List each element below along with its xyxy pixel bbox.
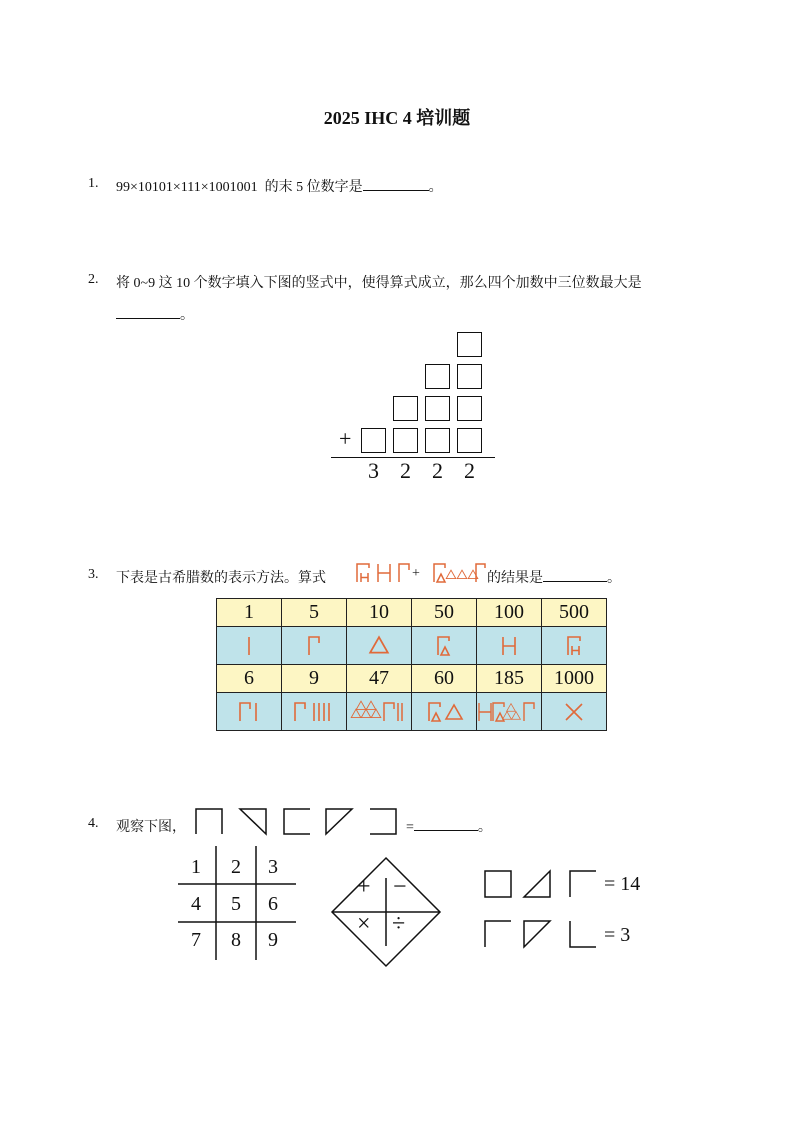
- q4-equals: =: [406, 820, 414, 835]
- greek-symbol-cell: [217, 693, 282, 731]
- greek-9-icon: [286, 698, 342, 726]
- q1-number: 1.: [88, 176, 99, 191]
- q2-answer-line: [116, 304, 194, 324]
- grid-cell: 4: [191, 893, 201, 915]
- table-cell: 50: [412, 599, 477, 627]
- q4-answer-line: [406, 816, 492, 836]
- digit-box[interactable]: [425, 364, 450, 389]
- greek-numeral-expression-icon: [354, 560, 486, 586]
- greek-symbol-cell: [217, 627, 282, 665]
- greek-symbol-cell: [542, 627, 607, 665]
- grid-cell: 1: [191, 856, 201, 878]
- digit-box[interactable]: [425, 428, 450, 453]
- sum-digit: 2: [432, 458, 443, 483]
- digit-box[interactable]: [457, 428, 482, 453]
- greek-symbol-cell: [477, 627, 542, 665]
- q3-question-a: 下表是古希腊数的表示方法。算式: [116, 571, 326, 586]
- q1-end: 。: [428, 180, 443, 195]
- q4-number: 4.: [88, 816, 99, 831]
- q1-question: 的末 5 位数字是: [264, 180, 363, 195]
- greek-symbol-cell: [542, 693, 607, 731]
- grid-cell: 5: [231, 893, 241, 915]
- grid-cell: 3: [268, 856, 278, 878]
- digit-box[interactable]: [425, 396, 450, 421]
- digit-box[interactable]: [393, 428, 418, 453]
- greek-numeral-table: [216, 598, 607, 731]
- sum-digit: 3: [368, 458, 379, 483]
- grid-cell: 2: [231, 856, 241, 878]
- plus-operator: +: [357, 874, 371, 900]
- table-cell: 9: [282, 665, 347, 693]
- greek-10-icon: [359, 632, 399, 660]
- sum-digit: 2: [464, 458, 475, 483]
- grid-cell: 6: [268, 893, 278, 915]
- equation-result-1: = 14: [604, 873, 641, 895]
- greek-100-icon: [489, 632, 529, 660]
- times-operator: ×: [357, 911, 371, 937]
- greek-500-icon: [554, 632, 594, 660]
- q2-number: 2.: [88, 272, 99, 287]
- table-cell: 5: [282, 599, 347, 627]
- sum-digit: 2: [400, 458, 411, 483]
- minus-operator: −: [393, 874, 407, 900]
- table-cell: 100: [477, 599, 542, 627]
- q3-answer-blank[interactable]: [543, 581, 607, 582]
- q4-answer-blank[interactable]: [414, 830, 478, 831]
- q3-number: 3.: [88, 567, 99, 582]
- greek-symbol-cell: [412, 693, 477, 731]
- table-cell: 500: [542, 599, 607, 627]
- greek-47-icon: [349, 698, 409, 726]
- greek-symbol-cell: [347, 627, 412, 665]
- q4-end: 。: [477, 820, 492, 835]
- q1-answer-blank[interactable]: [363, 190, 429, 191]
- table-cell: 60: [412, 665, 477, 693]
- digit-box[interactable]: [457, 364, 482, 389]
- greek-60-icon: [420, 698, 468, 726]
- greek-symbol-cell: [347, 693, 412, 731]
- q2-question: 将 0~9 这 10 个数字填入下图的竖式中，使得算式成立，那么四个加数中三位数最大是: [116, 276, 642, 291]
- greek-1-icon: [229, 632, 269, 660]
- table-cell: 47: [347, 665, 412, 693]
- table-cell: 10: [347, 599, 412, 627]
- digit-box[interactable]: [361, 428, 386, 453]
- greek-6-icon: [229, 698, 269, 726]
- equation-symbols-icon: [482, 868, 602, 950]
- q3-text-b: [487, 567, 621, 587]
- digit-box[interactable]: [393, 396, 418, 421]
- table-cell: 1000: [542, 665, 607, 693]
- table-cell: 185: [477, 665, 542, 693]
- greek-5-icon: [294, 632, 334, 660]
- q3-text: [116, 567, 326, 587]
- divide-operator: ÷: [392, 911, 406, 937]
- q2-answer-blank[interactable]: [116, 318, 180, 319]
- grid-cell: 8: [231, 929, 241, 951]
- digit-box[interactable]: [457, 332, 482, 357]
- grid-cell: 9: [268, 929, 278, 951]
- q1-expression: 99×10101×111×1001001: [116, 180, 258, 195]
- greek-185-icon: [477, 698, 541, 726]
- grid-cell: 7: [191, 929, 201, 951]
- q2-end: 。: [180, 308, 194, 323]
- greek-symbol-cell: [282, 627, 347, 665]
- table-cell: 6: [217, 665, 282, 693]
- operator-diamond: [330, 856, 442, 968]
- greek-50-icon: [424, 632, 464, 660]
- greek-symbol-cell: [282, 693, 347, 731]
- q3-question-b: 的结果是: [487, 571, 543, 586]
- table-cell: 1: [217, 599, 282, 627]
- digit-box[interactable]: [457, 396, 482, 421]
- equation-result-2: = 3: [604, 924, 631, 946]
- page-title: 2025 IHC 4 培训题: [323, 108, 471, 128]
- greek-1000-icon: [554, 698, 594, 726]
- q3-end: 。: [607, 571, 621, 586]
- greek-symbol-cell: [412, 627, 477, 665]
- q3-plus: +: [412, 566, 420, 581]
- plus-sign: +: [339, 426, 352, 451]
- q4-symbol-sequence-icon: [192, 806, 404, 836]
- q1-text: [116, 176, 443, 196]
- q4-question: 观察下图，: [116, 820, 186, 835]
- greek-symbol-cell: [477, 693, 542, 731]
